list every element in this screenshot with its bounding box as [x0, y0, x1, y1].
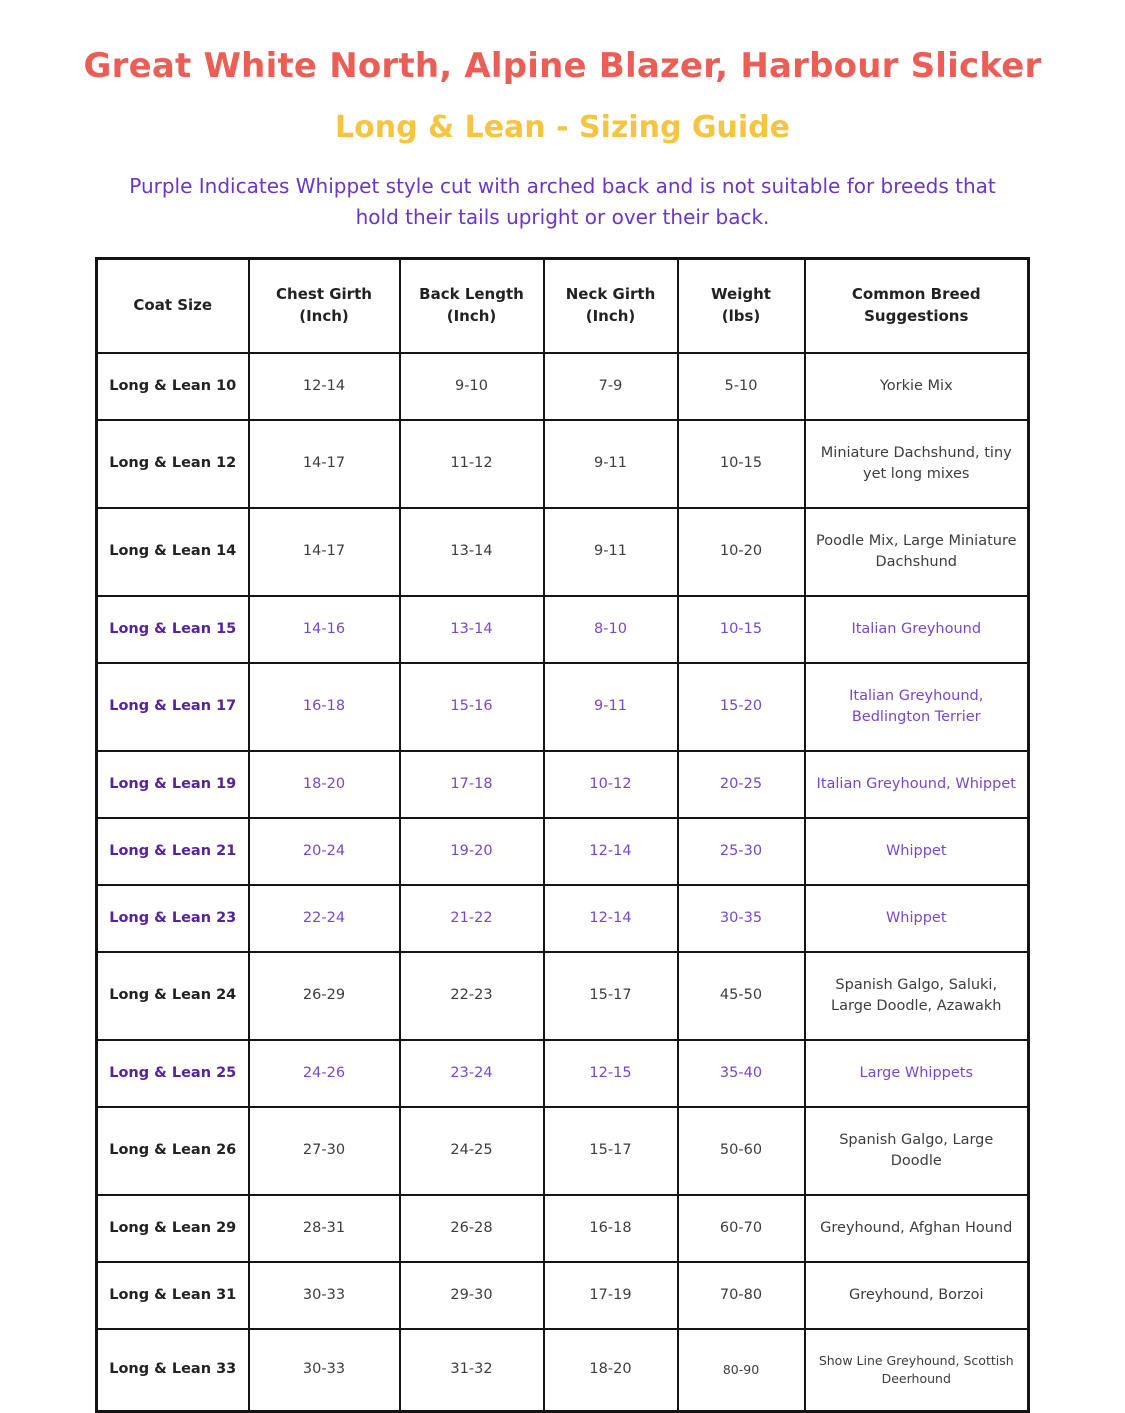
breed-suggestions-cell: Italian Greyhound: [805, 596, 1029, 663]
chest-girth-cell: 14-16: [249, 596, 400, 663]
table-row: [97, 1329, 1029, 1412]
coat-size-cell: Long & Lean 21: [97, 818, 249, 885]
header-line: (Inch): [299, 306, 349, 325]
coat-size-cell: Long & Lean 33: [97, 1329, 249, 1412]
back-length-cell: 19-20: [400, 818, 544, 885]
weight-cell: 70-80: [678, 1262, 805, 1329]
chest-girth-cell: 12-14: [249, 353, 400, 420]
page-subtitle: Long & Lean - Sizing Guide: [334, 110, 790, 145]
chest-girth-cell: 24-26: [249, 1040, 400, 1107]
breed-suggestions-cell: Show Line Greyhound, Scottish Deerhound: [805, 1329, 1029, 1412]
weight-cell: 25-30: [678, 818, 805, 885]
breed-suggestions-cell: Italian Greyhound, Whippet: [805, 751, 1029, 818]
breed-suggestions-cell: Greyhound, Borzoi: [805, 1262, 1029, 1329]
weight-cell: 50-60: [678, 1107, 805, 1195]
neck-girth-cell: 9-11: [544, 420, 678, 508]
purple-note: Purple Indicates Whippet style cut with arched back and is not suitable for breeds that hold their tails upright or over their back.: [129, 174, 996, 229]
weight-cell: 60-70: [678, 1195, 805, 1262]
table-row: [97, 818, 1029, 885]
header-line: Coat Size: [133, 295, 213, 314]
coat-size-cell: Long & Lean 12: [97, 420, 249, 508]
back-length-cell: 17-18: [400, 751, 544, 818]
back-length-cell: 22-23: [400, 952, 544, 1040]
header-line: Weight: [711, 285, 771, 303]
weight-cell: 35-40: [678, 1040, 805, 1107]
header-line: Suggestions: [864, 306, 969, 325]
chest-girth-cell: 16-18: [249, 663, 400, 751]
coat-size-cell: Long & Lean 15: [97, 596, 249, 663]
back-length-cell: 24-25: [400, 1107, 544, 1195]
chest-girth-cell: 30-33: [249, 1329, 400, 1412]
header-line: (lbs): [721, 306, 761, 325]
weight-cell: 80-90: [678, 1329, 805, 1412]
table-row: [97, 1262, 1029, 1329]
header-weight: [678, 259, 805, 353]
chest-girth-cell: 30-33: [249, 1262, 400, 1329]
header-breed-suggestions: [805, 259, 1029, 353]
breed-suggestions-cell: Yorkie Mix: [805, 353, 1029, 420]
neck-girth-cell: 9-11: [544, 663, 678, 751]
neck-girth-cell: 12-14: [544, 818, 678, 885]
breed-suggestions-cell: Spanish Galgo, Large Doodle: [805, 1107, 1029, 1195]
breed-suggestions-cell: Greyhound, Afghan Hound: [805, 1195, 1029, 1262]
chest-girth-cell: 22-24: [249, 885, 400, 952]
back-length-cell: 13-14: [400, 596, 544, 663]
table-row: [97, 420, 1029, 508]
coat-size-cell: Long & Lean 10: [97, 353, 249, 420]
coat-size-cell: Long & Lean 29: [97, 1195, 249, 1262]
coat-size-cell: Long & Lean 24: [97, 952, 249, 1040]
breed-suggestions-cell: Italian Greyhound, Bedlington Terrier: [805, 663, 1029, 751]
header-back-length: [400, 259, 544, 353]
weight-cell: 10-15: [678, 420, 805, 508]
weight-cell: 5-10: [678, 353, 805, 420]
back-length-cell: 23-24: [400, 1040, 544, 1107]
back-length-cell: 9-10: [400, 353, 544, 420]
chest-girth-cell: 14-17: [249, 420, 400, 508]
table-row: [97, 885, 1029, 952]
header-line: Common Breed: [851, 285, 981, 303]
table-row: [97, 508, 1029, 596]
back-length-cell: 29-30: [400, 1262, 544, 1329]
weight-cell: 10-15: [678, 596, 805, 663]
breed-suggestions-cell: Whippet: [805, 818, 1029, 885]
table-row: [97, 1195, 1029, 1262]
table-row: [97, 353, 1029, 420]
coat-size-cell: Long & Lean 23: [97, 885, 249, 952]
table-row: [97, 952, 1029, 1040]
back-length-cell: 26-28: [400, 1195, 544, 1262]
weight-cell: 45-50: [678, 952, 805, 1040]
page-title: Great White North, Alpine Blazer, Harbour Slicker: [83, 46, 1042, 86]
table-row: [97, 1107, 1029, 1195]
chest-girth-cell: 26-29: [249, 952, 400, 1040]
neck-girth-cell: 15-17: [544, 952, 678, 1040]
back-length-cell: 31-32: [400, 1329, 544, 1412]
header-line: Neck Girth: [565, 285, 656, 303]
header-line: (Inch): [446, 306, 497, 325]
chest-girth-cell: 20-24: [249, 818, 400, 885]
chest-girth-cell: 18-20: [249, 751, 400, 818]
neck-girth-cell: 16-18: [544, 1195, 678, 1262]
table-header-row: [97, 259, 1029, 353]
neck-girth-cell: 15-17: [544, 1107, 678, 1195]
chest-girth-cell: 27-30: [249, 1107, 400, 1195]
header-line: (Inch): [585, 306, 636, 325]
neck-girth-cell: 12-15: [544, 1040, 678, 1107]
neck-girth-cell: 18-20: [544, 1329, 678, 1412]
header-line: Back Length: [419, 285, 524, 303]
neck-girth-cell: 10-12: [544, 751, 678, 818]
back-length-cell: 13-14: [400, 508, 544, 596]
table-row: [97, 751, 1029, 818]
weight-cell: 20-25: [678, 751, 805, 818]
header-neck-girth: [544, 259, 678, 353]
neck-girth-cell: 12-14: [544, 885, 678, 952]
coat-size-cell: Long & Lean 26: [97, 1107, 249, 1195]
table-row: [97, 596, 1029, 663]
neck-girth-cell: 17-19: [544, 1262, 678, 1329]
header-chest-girth: [249, 259, 400, 353]
back-length-cell: 21-22: [400, 885, 544, 952]
table-row: [97, 663, 1029, 751]
table-row: [97, 1040, 1029, 1107]
coat-size-cell: Long & Lean 31: [97, 1262, 249, 1329]
breed-suggestions-cell: Miniature Dachshund, tiny yet long mixes: [805, 420, 1029, 508]
coat-size-cell: Long & Lean 14: [97, 508, 249, 596]
breed-suggestions-cell: Large Whippets: [805, 1040, 1029, 1107]
back-length-cell: 15-16: [400, 663, 544, 751]
chest-girth-cell: 14-17: [249, 508, 400, 596]
header-coat-size: [97, 259, 249, 353]
weight-cell: 30-35: [678, 885, 805, 952]
breed-suggestions-cell: Poodle Mix, Large Miniature Dachshund: [805, 508, 1029, 596]
neck-girth-cell: 9-11: [544, 508, 678, 596]
coat-size-cell: Long & Lean 17: [97, 663, 249, 751]
coat-size-cell: Long & Lean 19: [97, 751, 249, 818]
neck-girth-cell: 7-9: [544, 353, 678, 420]
back-length-cell: 11-12: [400, 420, 544, 508]
header-line: Chest Girth: [276, 285, 372, 303]
chest-girth-cell: 28-31: [249, 1195, 400, 1262]
sizing-table: [95, 257, 1030, 1413]
weight-cell: 10-20: [678, 508, 805, 596]
neck-girth-cell: 8-10: [544, 596, 678, 663]
breed-suggestions-cell: Spanish Galgo, Saluki, Large Doodle, Azawakh: [805, 952, 1029, 1040]
table-body: [97, 353, 1029, 1412]
coat-size-cell: Long & Lean 25: [97, 1040, 249, 1107]
breed-suggestions-cell: Whippet: [805, 885, 1029, 952]
weight-cell: 15-20: [678, 663, 805, 751]
